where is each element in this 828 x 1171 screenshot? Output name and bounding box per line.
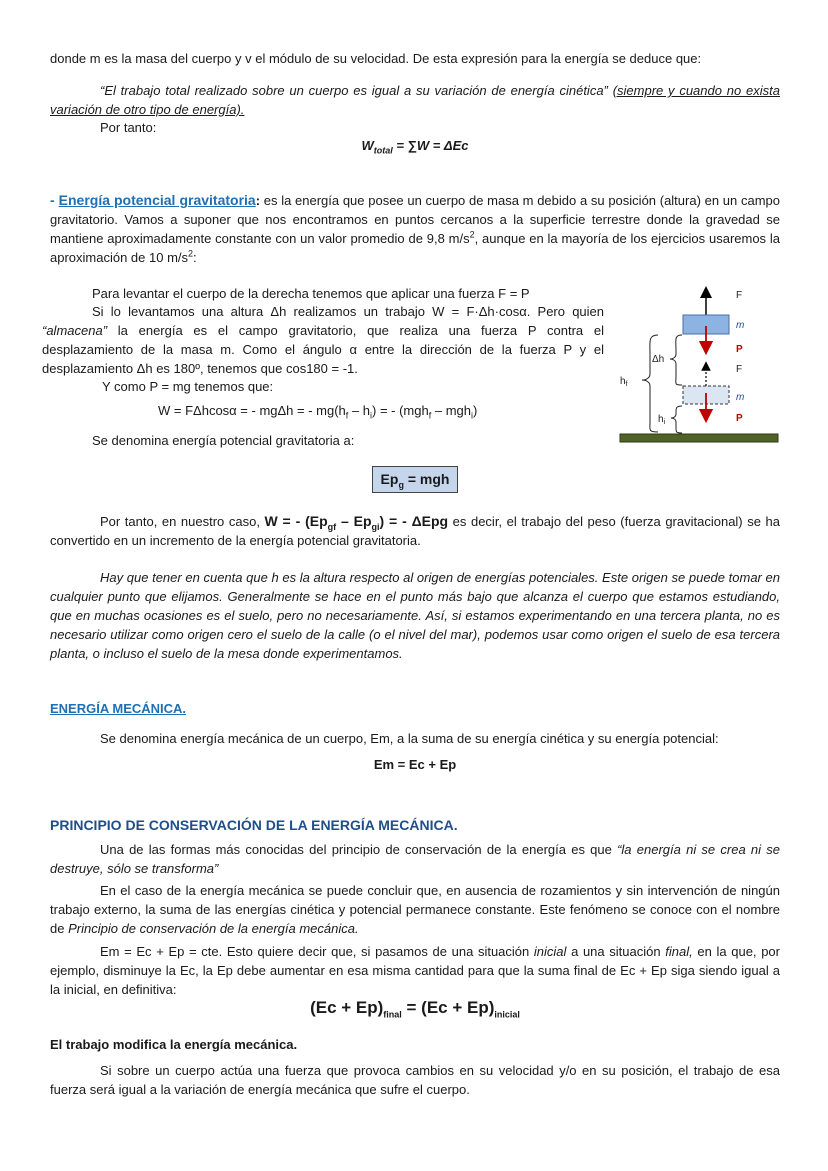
- label-h-initial: $h_i$: [658, 414, 666, 426]
- delta-h-brace: [670, 335, 682, 385]
- mechanical-energy-title: ENERGÍA MECÁNICA.: [50, 701, 187, 716]
- potential-p4: Se denomina energía potencial gravitatoria a:: [92, 433, 355, 448]
- conservation-p1: Una de las formas más conocidas del principio de conservación de la energía es que “la energía ni se crea ni se destruye, sólo se transforma”: [50, 842, 780, 876]
- label-p-bottom: P: [736, 413, 743, 424]
- dash: -: [50, 192, 59, 208]
- potential-p1: Para levantar el cuerpo de la derecha tenemos que aplicar una fuerza F = P: [92, 286, 530, 301]
- formula-w: W: [361, 138, 374, 153]
- potential-energy-title-link[interactable]: Energía potencial gravitatoria: [58, 192, 256, 208]
- p2-italic: “almacena”: [42, 323, 108, 338]
- formula-rest: = ∑W = ΔEc: [392, 138, 469, 153]
- kinetic-theorem-quote: [50, 81, 780, 119]
- work-energy-formula: [50, 136, 780, 155]
- sup: 2: [469, 229, 475, 240]
- label-f-top: F: [736, 290, 743, 301]
- quote-note: (siempre y cuando no exista variación de otro tipo de energía).: [50, 83, 780, 117]
- label-m-top: m: [736, 320, 745, 331]
- potential-p2: [42, 302, 604, 378]
- potential-p3: Y como P = mg tenemos que:: [102, 379, 274, 394]
- colon: :: [255, 193, 261, 208]
- mechanical-p1: Se denomina energía mecánica de un cuerpo, Em, a la suma de su energía cinética y su energía potencial:: [100, 731, 719, 746]
- label-p-top: P: [736, 344, 743, 355]
- conservation-formula: $(Ec + Ep)_{final} = (Ec + Ep)_{inicial}$: [310, 998, 520, 1020]
- label-m-bottom: m: [736, 392, 745, 403]
- conservation-p2: En el caso de la energía mecánica se puede concluir que, en ausencia de rozamientos y sin intervención de ningún trabajo externo, la suma de las energías cinética y potencial permanece constante. Este fenómeno se conoce con el nombre de Principio de conservación de la energía mecánica.: [50, 883, 780, 936]
- h-final-brace: [642, 335, 658, 432]
- ground: [620, 434, 778, 442]
- formula-w-sub: total: [373, 145, 393, 156]
- ep-formula-box-wrap: [50, 466, 780, 493]
- therefore-text: Por tanto:: [100, 120, 157, 135]
- intro-line: donde m es la masa del cuerpo y v el módulo de su velocidad. De esta expresión para la energía se deduce que:: [50, 51, 702, 66]
- label-delta-h: Δh: [652, 354, 665, 365]
- intro-text2: , aunque en la mayoría de los ejercicios usaremos la aproximación de 10 m/s: [50, 231, 781, 265]
- label-f-bottom: F: [736, 364, 743, 375]
- conservation-p4: Si sobre un cuerpo actúa una fuerza que provoca cambios en su velocidad y/o en su posición, el trabajo de esa fuerza será igual a la variación de energía mecánica que sufre el cuerpo.: [50, 1063, 780, 1097]
- gravity-diagram: [610, 280, 790, 450]
- ep-formula-box: $Ep_g$ = mgh: [372, 466, 459, 493]
- work-derivation-formula: W = FΔhcosα = - mgΔh = - $mg(h_f - h_i)$ = - (mgh$_f$ – mgh$_i$): [158, 403, 478, 421]
- h-initial-brace: [671, 406, 682, 433]
- work-modifies-subtitle: El trabajo modifica la energía mecánica.: [50, 1037, 298, 1052]
- p2a: Si lo levantamos una altura Δh realizamos un trabajo W = F·Δh·cosα. Pero quien: [92, 304, 604, 319]
- potential-intro-paragraph: [50, 191, 780, 267]
- conservation-title: PRINCIPIO DE CONSERVACIÓN DE LA ENERGÍA MECÁNICA.: [50, 817, 458, 833]
- potential-p6: Hay que tener en cuenta que h es la altura respecto al origen de energías potenciales. Este origen se puede tomar en cualquier punto que elijamos. Generalmente se hace en el punto más bajo que alcanza el cuerpo que estamos estudiando, que en muchas ocasiones es el suelo, pero no necesariamente. Así, si estamos experimentando en una tercera planta, no es necesario utilizar como origen cero el suelo de la calle (o el nivel del mar), podemos usar como origen el suelo de esa tercera planta, o incluso el suelo de la mesa donde experimentamos.: [50, 570, 780, 661]
- intro-end: :: [193, 250, 197, 265]
- label-h-final: $h_f$: [620, 376, 628, 388]
- p2b: la energía es el campo gravitatorio, que realiza una fuerza P contra el desplazamiento de la masa m. Como el ángulo α entre la dirección de la fuerza P y el desplazamiento Δh es 180º, tenemos que cos180 = -1.: [42, 323, 604, 376]
- intro-text: es la energía que posee un cuerpo de masa m debido a su posición (altura) en un campo gravitatorio. Vamos a suponer que nos encontramos en puntos cercanos a la superficie terrestre donde la gravedad se mantiene aproximadamente constante con un valor promedio de 9,8 m/s: [50, 193, 780, 246]
- potential-p5: Por tanto, en nuestro caso, W = - $(Ep_{gf} - Ep_{gi})$ = - ΔEpg es decir, el trabajo del peso (fuerza gravitacional) se ha convertido en un incremento de la energía potencial gravitatoria.: [50, 513, 780, 548]
- mechanical-formula: Em = Ec + Ep: [373, 757, 457, 772]
- quote-text: “El trabajo total realizado sobre un cuerpo es igual a su variación de energía cinética”: [100, 83, 608, 98]
- conservation-p3: Em = Ec + Ep = cte. Esto quiere decir que, si pasamos de una situación inicial a una situación final, en la que, por ejemplo, disminuye la Ec, la Ep debe aumentar en esa misma cantidad para que la suma final de Ec + Ep siga siendo igual a la inicial, en definitiva:: [50, 944, 780, 997]
- sup2: 2: [188, 248, 194, 259]
